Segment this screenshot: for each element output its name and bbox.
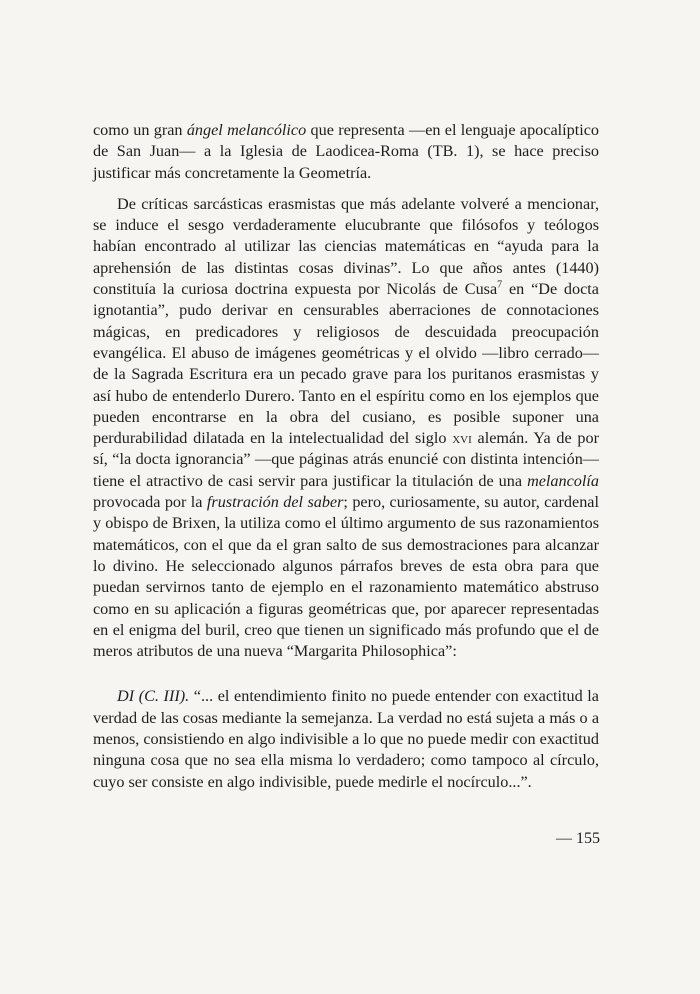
paragraph-2-italic-melancolia: melancolía <box>527 471 599 490</box>
quote-text: “... el entendimiento finito no puede entender con exactitud la verdad de las cosas mediante la semejanza. La verdad no está sujeta a más o a menos, consistiendo en algo indivisible a lo que no puede medir con exactitud ninguna cosa que no sea ella misma lo verdadero; como tampoco al círculo, cuyo ser consiste en algo indivisible, puede medirle el nocírculo...”. <box>93 687 599 791</box>
paragraph-2-text-d: provocada por la <box>93 493 207 512</box>
century-numeral: xvi <box>452 429 472 448</box>
paragraph-2-text-b: en “De docta ignotantia”, pudo derivar en censurables aberraciones de connotaciones mágicas, en predicadores y religiosos de descuidada preocupación evangélica. El abuso de imágenes geométricas y el olvido —libro cerrado— de la Sagrada Escritura era un pecado grave para los puritanos erasmistas y así hubo de entenderlo Durero. Tanto en el espíritu como en los ejemplos que pueden encontrarse en la obra del cusiano, es posible suponer una perdurabilidad dilatada en la intelectualidad del siglo <box>93 280 599 448</box>
paragraph-1 <box>93 120 599 184</box>
paragraph-2-text-e: ; pero, curiosamente, su autor, cardenal y obispo de Brixen, la utiliza como el último argumento de sus razonamientos matemáticos, con el que da el gran salto de sus demostraciones para alcanzar lo divino. He seleccionado algunos párrafos breves de esta obra para que puedan servirnos tanto de ejemplo en el razonamiento matemático abstruso como en su aplicación a figuras geométricas que, por aparecer representadas en el enigma del buril, creo que tienen un significado más profundo que el de meros atributos de una nueva “Margarita Philosophica”: <box>93 493 599 661</box>
quote-paragraph <box>93 686 599 792</box>
paragraph-1-italic: ángel melancólico <box>186 121 307 139</box>
paragraph-2-text-c: alemán. Ya de por sí, “la docta ignorancia” —que páginas atrás enuncié con distinta intención— tiene el atractivo de casi servir para justificar la titulación de una <box>93 429 599 490</box>
quote-reference: DI (C. III). <box>117 687 190 706</box>
page-number: — 155 <box>556 830 600 847</box>
paragraph-2 <box>93 194 599 663</box>
paragraph-1-text-b: que representa —en el lenguaje apocalíptico de San Juan— a la Iglesia de Laodicea-Roma (TB. 1), se hace preciso justificar más concretamente la Geometría. <box>93 121 599 182</box>
body-text <box>93 120 599 793</box>
paragraph-2-text-a: De críticas sarcásticas erasmistas que más adelante volveré a mencionar, se induce el sesgo verdaderamente elucubrante que filósofos y teólogos habían encontrado al utilizar las ciencias matemáticas en “ayuda para la aprehensión de las distintas cosas divinas”. Lo que años antes (1440) constituía la curiosa doctrina expuesta por Nicolás de Cusa <box>93 194 599 299</box>
footnote-marker: 7 <box>497 279 503 291</box>
paragraph-1-text-a: como un gran <box>93 121 187 139</box>
paragraph-2-italic-frustracion: frustración del saber <box>206 493 344 512</box>
